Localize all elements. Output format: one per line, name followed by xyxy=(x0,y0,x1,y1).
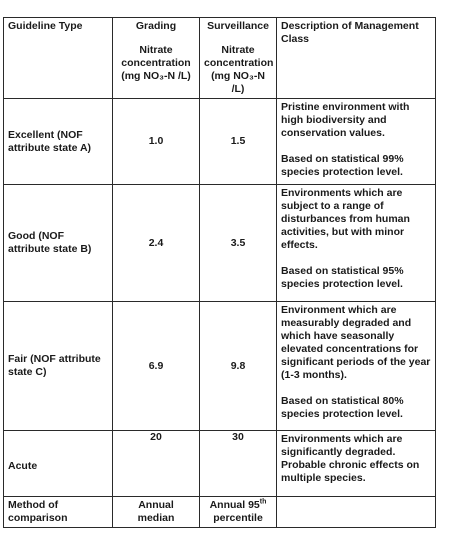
table-row-excellent xyxy=(4,99,436,185)
description-line: species protection level. xyxy=(281,408,403,420)
table-row-acute xyxy=(4,431,436,497)
guideline-type-cell xyxy=(4,185,113,302)
header-grading-units-line: Nitrate xyxy=(139,44,173,56)
guideline-type-line: Excellent (NOF xyxy=(8,128,83,141)
guideline-type-line: attribute state B) xyxy=(8,243,92,255)
header-surveillance-units xyxy=(204,44,272,96)
description-line: multiple species. xyxy=(281,472,366,484)
description-line: Based on statistical 99% xyxy=(281,153,404,165)
description-line: Pristine environment with xyxy=(281,101,410,113)
description-line: species protection level. xyxy=(281,278,403,290)
method-grading-line: Annual xyxy=(138,499,174,511)
surveillance-value: 30 xyxy=(200,431,277,497)
description-line: high biodiversity and xyxy=(281,114,387,126)
table-row-method xyxy=(4,497,436,528)
header-surveillance xyxy=(200,18,277,99)
header-description-line: Description of Management xyxy=(281,20,419,32)
header-surveillance-units-line: concentration xyxy=(204,57,274,69)
guideline-type-cell xyxy=(4,302,113,431)
grading-value: 2.4 xyxy=(113,185,200,302)
nitrate-guideline-table xyxy=(3,17,436,528)
method-surveillance-line: percentile xyxy=(213,512,263,524)
method-surveillance-line xyxy=(204,499,272,512)
description-line: species protection level. xyxy=(281,166,403,178)
table-header-row xyxy=(4,18,436,99)
guideline-type-line: state C) xyxy=(8,366,47,378)
surveillance-value: 3.5 xyxy=(200,185,277,302)
header-description xyxy=(277,18,436,99)
header-guideline-type-label: Guideline Type xyxy=(8,20,83,32)
header-surveillance-label: Surveillance xyxy=(207,20,269,32)
description-cell xyxy=(277,185,436,302)
guideline-type-line: attribute state A) xyxy=(8,141,92,154)
description-line: (1-3 months). xyxy=(281,369,347,381)
method-label-cell xyxy=(4,497,113,528)
method-surveillance-cell xyxy=(200,497,277,528)
guideline-type-line: Acute xyxy=(8,460,38,472)
method-label-line: comparison xyxy=(8,512,68,524)
header-guideline-type xyxy=(4,18,113,99)
header-surveillance-units-line: Nitrate xyxy=(221,44,255,56)
description-line: disturbances from human xyxy=(281,213,410,225)
description-line: elevated concentrations for xyxy=(281,343,419,355)
method-label-line: Method of xyxy=(8,499,59,511)
description-line: effects. xyxy=(281,239,318,251)
method-surveillance-base: Annual 95 xyxy=(209,499,260,511)
description-line: Environment which are xyxy=(281,304,397,316)
grading-value: 6.9 xyxy=(113,302,200,431)
description-line: activities, but with minor xyxy=(281,226,405,238)
guideline-type-line: Good (NOF xyxy=(8,230,64,242)
header-description-line: Class xyxy=(281,33,310,45)
grading-value: 1.0 xyxy=(113,99,200,185)
description-line: Environments which are xyxy=(281,433,403,445)
description-line: Based on statistical 95% xyxy=(281,265,404,277)
description-line: which have seasonally xyxy=(281,330,395,342)
description-line: subject to a range of xyxy=(281,200,384,212)
header-grading-units-line: concentration xyxy=(121,57,191,69)
header-grading xyxy=(113,18,200,99)
description-line: Probable chronic effects on xyxy=(281,459,420,471)
table-row-good xyxy=(4,185,436,302)
description-cell xyxy=(277,99,436,185)
surveillance-value: 9.8 xyxy=(200,302,277,431)
guideline-type-line: Fair (NOF attribute xyxy=(8,353,101,365)
table-row-fair xyxy=(4,302,436,431)
surveillance-value: 1.5 xyxy=(200,99,277,185)
header-grading-label: Grading xyxy=(135,20,177,32)
header-surveillance-units-line: (mg NO₃-N /L) xyxy=(211,70,265,95)
description-line: significantly degraded. xyxy=(281,446,396,458)
header-grading-units-line: (mg NO₃-N /L) xyxy=(121,70,191,82)
method-description-cell xyxy=(277,497,436,528)
description-line: Based on statistical 80% xyxy=(281,395,404,407)
description-line: measurably degraded and xyxy=(281,317,412,329)
header-grading-units xyxy=(117,44,195,83)
description-line: significant periods of the year xyxy=(281,356,431,368)
description-cell xyxy=(277,431,436,497)
description-line: Environments which are xyxy=(281,187,403,199)
guideline-type-cell xyxy=(4,431,113,497)
guideline-type-cell xyxy=(4,99,113,185)
description-line: conservation values. xyxy=(281,127,385,139)
method-grading-line: median xyxy=(137,512,175,524)
method-grading-cell xyxy=(113,497,200,528)
method-surveillance-sup: th xyxy=(259,498,267,506)
grading-value: 20 xyxy=(113,431,200,497)
description-cell xyxy=(277,302,436,431)
